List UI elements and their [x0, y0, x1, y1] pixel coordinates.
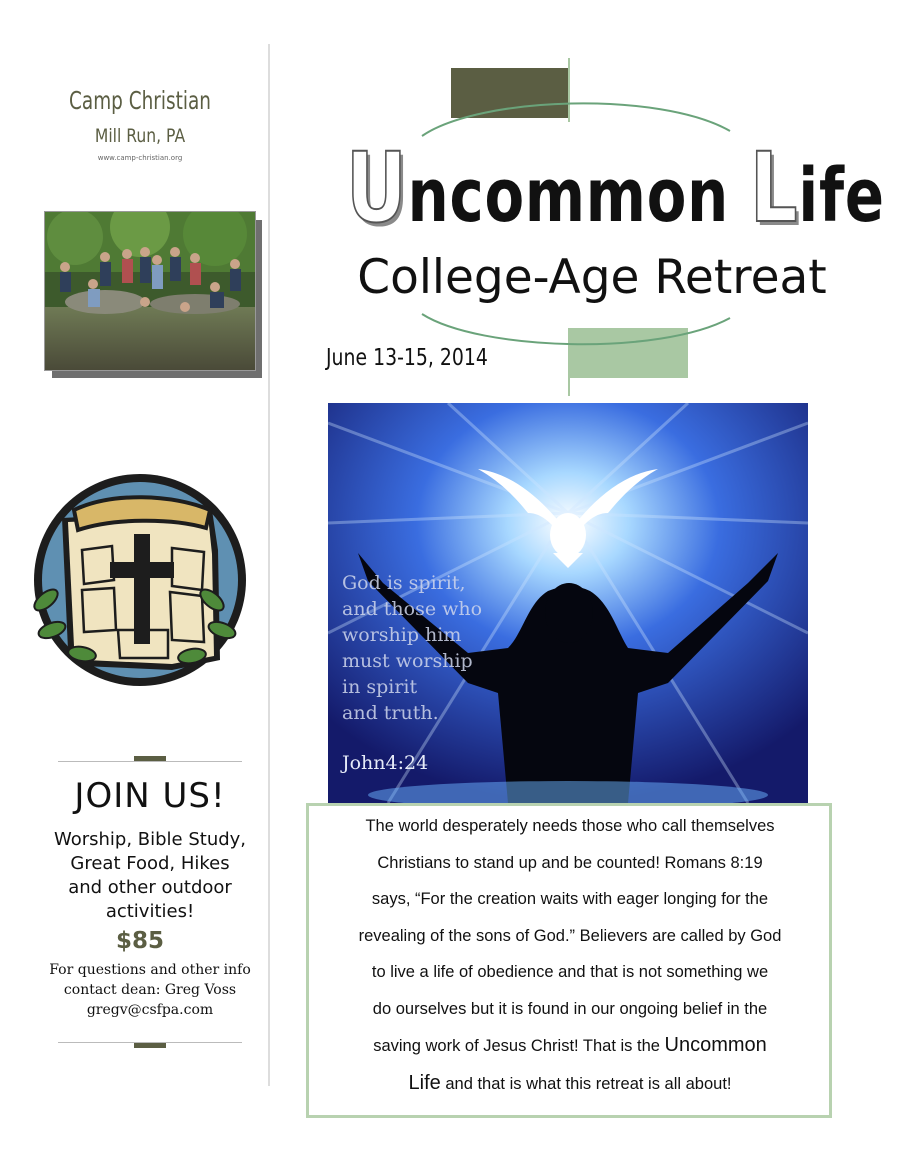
contact-line: contact dean: Greg Voss — [63, 982, 237, 998]
activities-line: and other outdoor — [68, 877, 232, 898]
description-line: to live a life of obedience and that is not something we — [371, 963, 769, 981]
camp-url: www.camp-christian.org — [97, 154, 183, 162]
join-top-accent — [134, 756, 166, 761]
verse-reference: John4:24 — [342, 752, 429, 774]
title-cap-l: L — [749, 132, 799, 244]
description-line: says, “For the creation waits with eager longing for the — [371, 890, 769, 908]
description-line: revealing of the sons of God.” Believers are called by God — [358, 926, 782, 945]
verse-line: and those who — [342, 598, 483, 620]
contact-line: For questions and other info — [49, 962, 251, 978]
join-activities — [40, 828, 260, 924]
camp-location: Mill Run, PA — [94, 125, 186, 147]
group-photo — [44, 211, 256, 371]
closing-text: and that is what this retreat is all about! — [445, 1074, 732, 1093]
description-line — [310, 1065, 830, 1103]
uncommon-word: Uncommon — [664, 1034, 767, 1056]
camp-name: Camp Christian — [69, 86, 211, 115]
activities-line: Worship, Bible Study, — [53, 829, 247, 850]
contact-email[interactable]: gregv@csfpa.com — [86, 1002, 214, 1018]
event-title — [346, 132, 885, 244]
activities-line: activities! — [105, 901, 195, 922]
verse-line: God is spirit, — [342, 572, 466, 594]
event-date: June 13-15, 2014 — [326, 345, 488, 371]
camp-logo — [22, 470, 252, 692]
join-bottom-accent — [134, 1043, 166, 1048]
description-line — [310, 1027, 830, 1065]
join-top-divider — [58, 761, 242, 762]
title-word-uncommon: ncommon — [407, 153, 750, 239]
description-line: Christians to stand up and be counted! Romans 8:19 — [377, 853, 763, 872]
contact-info — [40, 960, 260, 1020]
title-cap-u: U — [346, 132, 408, 244]
verse-text — [342, 570, 552, 726]
life-word: Life — [408, 1071, 441, 1094]
price: $85 — [115, 928, 164, 954]
verse-line: worship him — [342, 624, 462, 646]
olive-block — [451, 68, 569, 118]
verse-line: must worship — [342, 650, 473, 672]
description-line-text: saving work of Jesus Christ! That is the — [373, 1037, 660, 1055]
description-text — [310, 808, 830, 1102]
description-line: The world desperately needs those who call themselves — [365, 817, 775, 835]
verse-line: and truth. — [342, 702, 439, 724]
event-subtitle: College-Age Retreat — [357, 250, 827, 305]
activities-line: Great Food, Hikes — [70, 853, 230, 874]
join-title: JOIN US! — [74, 776, 226, 816]
sage-block — [570, 328, 688, 378]
column-divider — [268, 44, 270, 1086]
description-line: do ourselves but it is found in our ongoing belief in the — [372, 999, 768, 1018]
title-word-life: ife — [798, 153, 885, 239]
verse-line: in spirit — [342, 676, 418, 698]
